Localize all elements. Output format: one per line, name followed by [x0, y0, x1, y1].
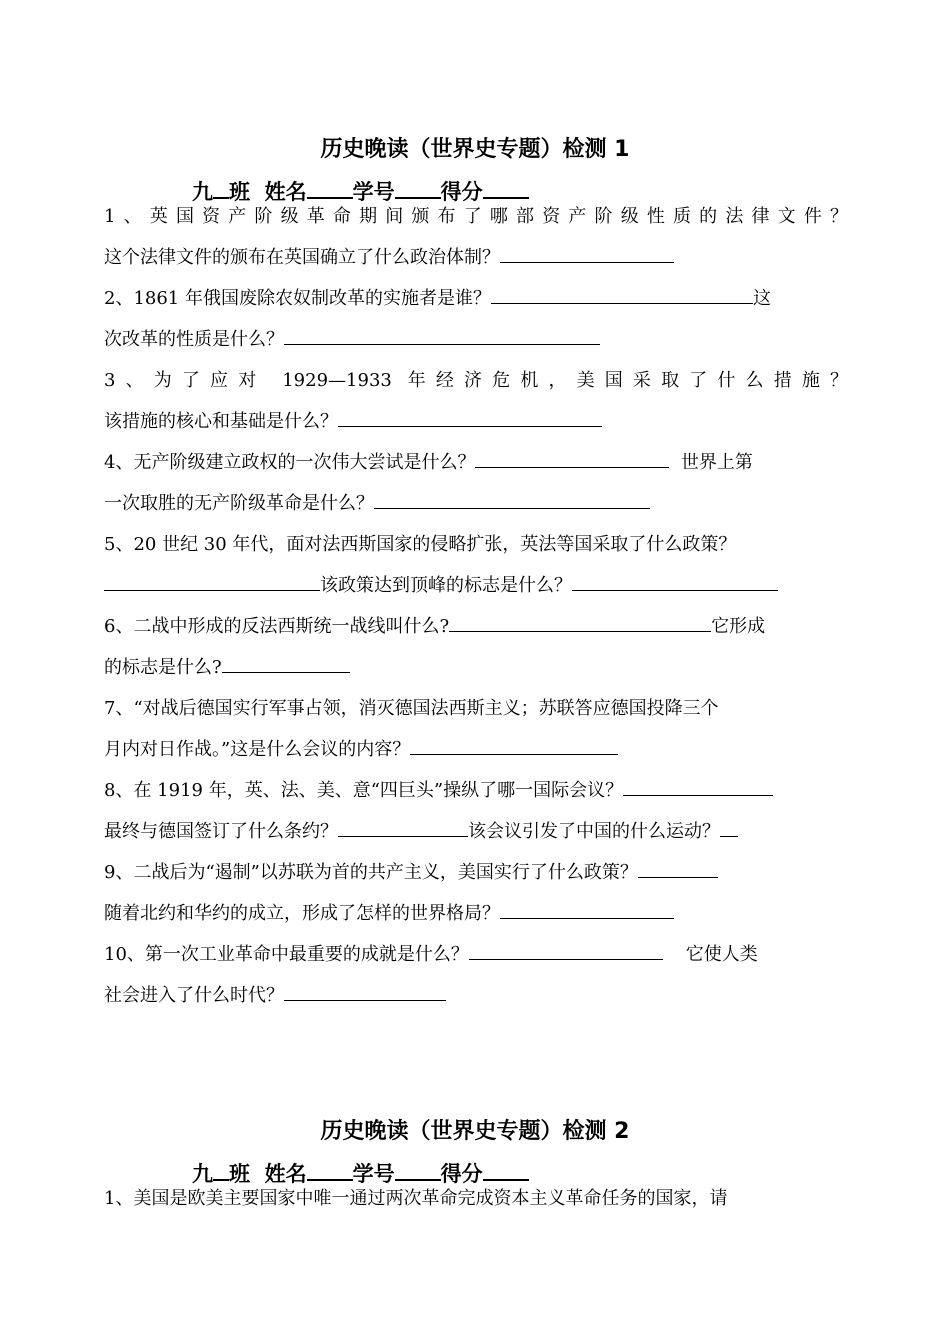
name-blank[interactable] [307, 179, 353, 199]
question-8-line-2 [104, 820, 848, 844]
score-label: 得分 [440, 1162, 483, 1186]
question-4-line-2 [104, 492, 848, 516]
question-1-line-1: 1、英国资产阶级革命期间颁布了哪部资产阶级性质的法律文件？ [104, 206, 848, 227]
question-6-line-1 [104, 615, 848, 639]
page-title: 历史晚读（世界史专题）检测 1 [320, 137, 630, 162]
id-label: 学号 [352, 1162, 395, 1186]
question-3-line-1: 3、为了应对 1929—1933 年经济危机，美国采取了什么措施？ [104, 370, 848, 391]
question-text: 10、第一次工业革命中最重要的成就是什么？ [104, 944, 469, 965]
answer-blank[interactable] [338, 410, 602, 427]
id-label: 学号 [352, 180, 395, 204]
question-5-line-1: 5、20 世纪 30 年代，面对法西斯国家的侵略扩张，英法等国采取了什么政策？ [104, 534, 737, 555]
question-text: 这个法律文件的颁布在英国确立了什么政治体制？ [104, 247, 500, 268]
question-text: 9、二战后为“遏制”以苏联为首的共产主义，美国实行了什么政策？ [104, 862, 638, 883]
answer-blank[interactable] [720, 820, 738, 837]
ban-label: 班 [229, 180, 250, 204]
question-1-line-2 [104, 246, 848, 270]
question-10-line-1 [104, 943, 848, 967]
answer-blank[interactable] [374, 492, 650, 509]
class-blank[interactable] [213, 179, 229, 199]
answer-blank[interactable] [284, 328, 600, 345]
answer-blank[interactable] [410, 738, 618, 755]
question-6-line-2 [104, 656, 848, 680]
class-blank[interactable] [213, 1161, 229, 1181]
name-label: 姓名 [264, 180, 307, 204]
answer-blank[interactable] [475, 451, 669, 468]
question-text: 次改革的性质是什么？ [104, 329, 284, 350]
name-blank[interactable] [307, 1161, 353, 1181]
question-text: 随着北约和华约的成立，形成了怎样的世界格局？ [104, 903, 500, 924]
page-title-2: 历史晚读（世界史专题）检测 2 [320, 1119, 630, 1144]
id-blank[interactable] [395, 179, 441, 199]
class-label: 九 [192, 180, 213, 204]
question-text: 4、无产阶级建立政权的一次伟大尝试是什么？ [104, 452, 476, 473]
id-blank[interactable] [395, 1161, 441, 1181]
answer-blank[interactable] [222, 656, 350, 673]
question-text: 6、二战中形成的反法西斯统一战线叫什么? [104, 616, 450, 637]
question-text: 世界上第 [680, 452, 753, 473]
class-label: 九 [192, 1162, 213, 1186]
question-text: 月内对日作战。”这是什么会议的内容？ [104, 739, 411, 760]
question-text: 该政策达到顶峰的标志是什么？ [320, 575, 572, 596]
answer-blank[interactable] [491, 287, 753, 304]
question-2-line-2 [104, 328, 848, 352]
ban-label: 班 [229, 1162, 250, 1186]
answer-blank[interactable] [469, 943, 663, 960]
question-text: 该会议引发了中国的什么运动？ [468, 821, 720, 842]
answer-blank[interactable] [500, 246, 674, 263]
question-7-line-2 [104, 738, 848, 762]
question-text: 社会进入了什么时代？ [104, 985, 284, 1006]
answer-blank[interactable] [500, 902, 674, 919]
question-4-line-1 [104, 451, 848, 475]
question-5-line-2 [104, 574, 848, 598]
question-text: 的标志是什么? [104, 657, 222, 678]
name-label: 姓名 [264, 1162, 307, 1186]
question-text: 该措施的核心和基础是什么？ [104, 411, 338, 432]
score-blank[interactable] [483, 1161, 529, 1181]
student-info-row-2 [192, 1158, 529, 1188]
question-10-line-2 [104, 984, 848, 1008]
student-info-row [192, 176, 529, 206]
question-text: 一次取胜的无产阶级革命是什么？ [104, 493, 374, 514]
question-text: 最终与德国签订了什么条约？ [104, 821, 338, 842]
score-blank[interactable] [483, 179, 529, 199]
answer-blank[interactable] [623, 779, 773, 796]
question-text: 它形成 [711, 616, 766, 637]
score-label: 得分 [440, 180, 483, 204]
question-text: 8、在 1919 年，英、法、美、意“四巨头”操纵了哪一国际会议？ [104, 780, 624, 801]
question-9-line-1 [104, 861, 848, 885]
question-3-line-2 [104, 410, 848, 434]
answer-blank[interactable] [284, 984, 446, 1001]
question-8-line-1 [104, 779, 848, 803]
answer-blank[interactable] [572, 574, 778, 591]
question-text: 这 [752, 288, 771, 309]
answer-blank[interactable] [104, 574, 320, 591]
answer-blank[interactable] [338, 820, 468, 837]
question-9-line-2 [104, 902, 848, 926]
question-text: 2、1861 年俄国废除农奴制改革的实施者是谁？ [104, 288, 491, 309]
question-7-line-1: 7、“对战后德国实行军事占领，消灭德国法西斯主义；苏联答应德国投降三个 [104, 698, 719, 719]
answer-blank[interactable] [449, 615, 711, 632]
question-2-line-1 [104, 287, 848, 311]
answer-blank[interactable] [638, 861, 718, 878]
question-text: 它使人类 [685, 944, 758, 965]
test2-question-1-line-1: 1、美国是欧美主要国家中唯一通过两次革命完成资本主义革命任务的国家，请 [104, 1188, 728, 1209]
